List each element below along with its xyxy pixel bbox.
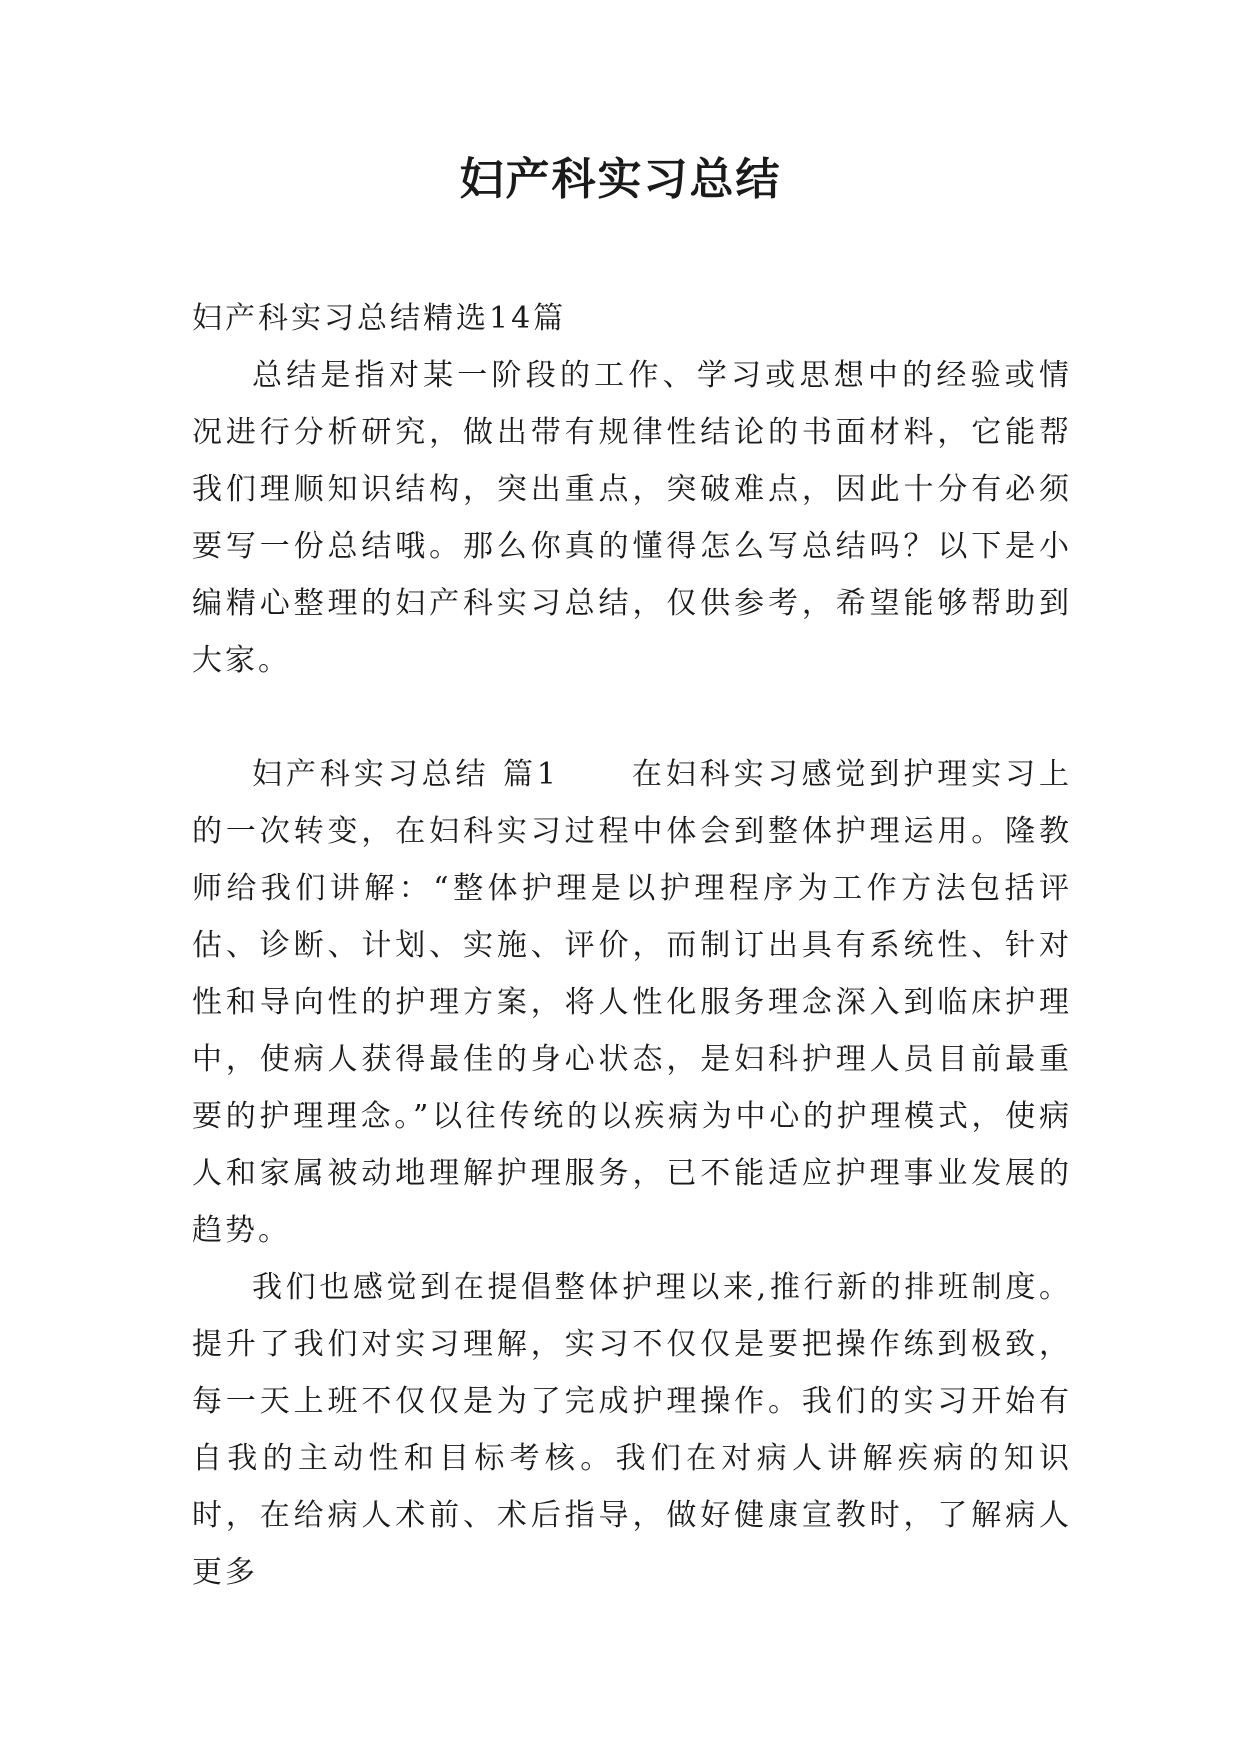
document-subtitle: 妇产科实习总结精选14篇 [192, 301, 567, 336]
section1-text: 在妇科实习感觉到护理实习上的一次转变，在妇科实习过程中体会到整体护理运用。隆教师给我们讲解：“整体护理是以护理程序为工作方法包括评估、诊断、计划、实施、评价，而制订出具有系统性、针对性和导向性的护理方案，将人性化服务理念深入到临床护理中，使病人获得最佳的身心状态，是妇科护理人员目前最重要的护理理念。”以往传统的以疾病为中心的护理模式，使病人和家属被动地理解护理服务，已不能适应护理事业发展的趋势。 [192, 757, 1073, 1248]
intro-paragraph: 总结是指对某一阶段的工作、学习或思想中的经验或情况进行分析研究，做出带有规律性结论的书面材料，它能帮我们理顺知识结构，突出重点，突破难点，因此十分有必须要写一份总结哦。那么你真的懂得怎么写总结吗？以下是小编精心整理的妇产科实习总结，仅供参考，希望能够帮助到大家。 [192, 358, 1072, 678]
document-body [192, 290, 1072, 1601]
document-title: 妇产科实习总结 [459, 154, 782, 205]
section1-paragraph [192, 746, 1072, 1259]
paragraph-gap [192, 689, 1072, 746]
section1-paragraph-2: 我们也感觉到在提倡整体护理以来,推行新的排班制度。提升了我们对实习理解，实习不仅仅是要把操作练到极致，每一天上班不仅仅是为了完成护理操作。我们的实习开始有自我的主动性和目标考核。我们在对病人讲解疾病的知识时，在给病人术前、术后指导，做好健康宣教时，了解病人更多 [192, 1270, 1072, 1590]
section1-heading: 妇产科实习总结 篇1 [252, 757, 559, 792]
